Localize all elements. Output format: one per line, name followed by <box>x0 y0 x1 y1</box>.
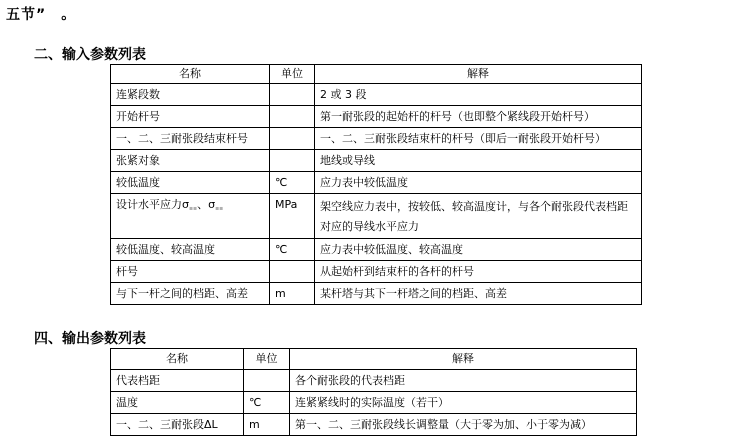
column-header-unit: 单位 <box>244 349 290 370</box>
param-unit: ℃ <box>270 172 315 194</box>
param-unit: ℃ <box>270 239 315 261</box>
param-name: 与下一杆之间的档距、高差 <box>111 283 270 305</box>
param-desc: 架空线应力表中，按较低、较高温度计，与各个耐张段代表档距对应的导线水平应力 <box>315 194 642 239</box>
param-name: 开始杆号 <box>111 106 270 128</box>
table-row <box>111 414 637 436</box>
param-desc: 地线或导线 <box>315 150 642 172</box>
column-header-unit: 单位 <box>270 65 315 84</box>
param-desc: 第一、二、三耐张段线长调整量（大于零为加、小于零为减） <box>290 414 637 436</box>
param-unit <box>270 128 315 150</box>
table-row <box>111 392 637 414</box>
param-unit <box>270 106 315 128</box>
table-row <box>111 150 642 172</box>
table-row <box>111 239 642 261</box>
param-unit: m <box>270 283 315 305</box>
param-name: 连紧段数 <box>111 84 270 106</box>
param-desc: 应力表中较低温度 <box>315 172 642 194</box>
table-row <box>111 106 642 128</box>
input-params-heading: 二、输入参数列表 <box>34 47 146 63</box>
param-name: 较低温度 <box>111 172 270 194</box>
table-row <box>111 194 642 239</box>
param-desc: 应力表中较低温度、较高温度 <box>315 239 642 261</box>
param-unit: m <box>244 414 290 436</box>
param-unit <box>270 261 315 283</box>
table-row <box>111 370 637 392</box>
column-header-name: 名称 <box>111 65 270 84</box>
intro-text: 五节” 。 <box>6 7 77 23</box>
table-row <box>111 172 642 194</box>
input-params-table <box>110 64 642 305</box>
param-name: 一、二、三耐张段结束杆号 <box>111 128 270 150</box>
param-unit <box>270 84 315 106</box>
param-desc: 2 或 3 段 <box>315 84 642 106</box>
param-name: 温度 <box>111 392 244 414</box>
param-unit <box>270 150 315 172</box>
table-header-row <box>111 349 637 370</box>
param-name-text: 设计水平应力σ <box>116 198 189 211</box>
table-header-row <box>111 65 642 84</box>
column-header-desc: 解释 <box>315 65 642 84</box>
table-row <box>111 261 642 283</box>
param-unit: MPa <box>270 194 315 239</box>
subscript-mark: ▪▪ <box>188 205 198 212</box>
table-row <box>111 283 642 305</box>
table-row <box>111 84 642 106</box>
output-params-heading: 四、输出参数列表 <box>34 331 146 347</box>
param-desc: 各个耐张段的代表档距 <box>290 370 637 392</box>
table-row <box>111 128 642 150</box>
param-name <box>111 194 270 239</box>
subscript-mark: ▪▪ <box>215 205 224 212</box>
param-name-text-2: 、σ <box>197 198 216 211</box>
param-desc: 连紧紧线时的实际温度（若干） <box>290 392 637 414</box>
param-name: 一、二、三耐张段ΔL <box>111 414 244 436</box>
param-name: 较低温度、较高温度 <box>111 239 270 261</box>
param-desc: 第一耐张段的起始杆的杆号（也即整个紧线段开始杆号） <box>315 106 642 128</box>
column-header-name: 名称 <box>111 349 244 370</box>
param-name: 代表档距 <box>111 370 244 392</box>
param-name: 杆号 <box>111 261 270 283</box>
param-name: 张紧对象 <box>111 150 270 172</box>
column-header-desc: 解释 <box>290 349 637 370</box>
output-params-table <box>110 348 637 436</box>
param-desc: 一、二、三耐张段结束杆的杆号（即后一耐张段开始杆号） <box>315 128 642 150</box>
param-desc: 某杆塔与其下一杆塔之间的档距、高差 <box>315 283 642 305</box>
param-unit <box>244 370 290 392</box>
param-desc: 从起始杆到结束杆的各杆的杆号 <box>315 261 642 283</box>
param-unit: ℃ <box>244 392 290 414</box>
